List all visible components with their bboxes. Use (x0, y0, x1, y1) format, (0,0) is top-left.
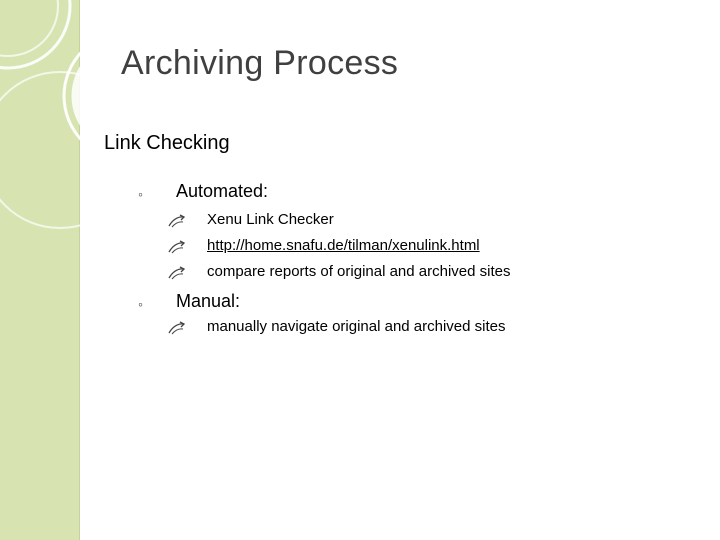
xenu-link[interactable]: http://home.snafu.de/tilman/xenulink.html (207, 237, 480, 254)
sidebar-band (0, 0, 80, 540)
list-item-text: Xenu Link Checker (207, 211, 334, 228)
arrow-bullet-icon (168, 240, 186, 254)
arrow-bullet-icon (168, 321, 186, 335)
subsection-label-manual: Manual: (176, 291, 241, 311)
bullet-circle-icon: ◦ (138, 186, 143, 202)
slide-title: Archiving Process (121, 44, 399, 82)
section-heading: Link Checking (104, 132, 230, 154)
subsection-label-automated: Automated: (176, 181, 269, 201)
arrow-bullet-icon (168, 266, 186, 280)
list-item-text: compare reports of original and archived sites (207, 263, 511, 280)
list-item-text: manually navigate original and archived sites (207, 318, 506, 335)
arrow-bullet-icon (168, 214, 186, 228)
bullet-circle-icon: ◦ (138, 296, 143, 312)
